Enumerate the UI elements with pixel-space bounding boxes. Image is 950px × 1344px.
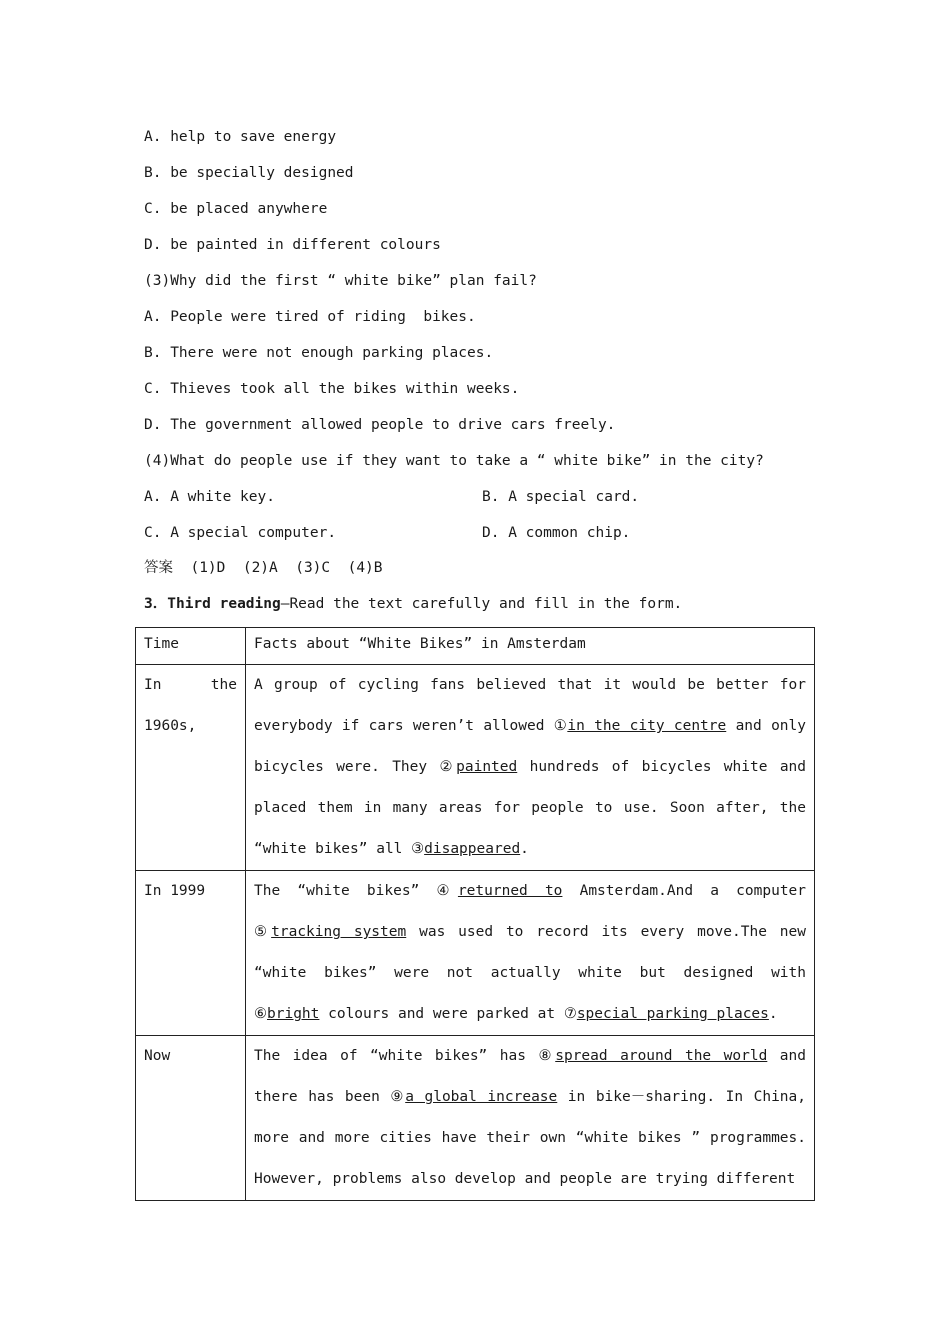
q3-option-a: A. People were tired of riding bikes. [144, 309, 476, 325]
answer-1: in the city centre [567, 718, 727, 734]
row1-text-4: . [520, 841, 529, 857]
q2-option-c: C. be placed anywhere [144, 201, 328, 217]
row3-facts [246, 1036, 815, 1201]
row3-time: Now [136, 1036, 246, 1201]
form-row-1960s [136, 665, 815, 871]
form-header-row [136, 628, 815, 665]
q3-option-c: C. Thieves took all the bikes within weeks. [144, 381, 520, 397]
row2-text-4: colours and were parked at ⑦ [319, 1006, 577, 1022]
row1-text-3: hundreds of bicycles white and placed them in many areas for people to use. Soon after, the “white bikes” all ③ [254, 759, 807, 857]
third-reading-heading [144, 594, 682, 614]
q2-option-b: B. be specially designed [144, 165, 354, 181]
row1-facts [246, 665, 815, 871]
q3-stem: (3)Why did the first “ white bike” plan fail? [144, 273, 537, 289]
answer-4: returned to [457, 883, 563, 899]
answer-key: 答案 (1)D (2)A (3)C (4)B [144, 560, 383, 576]
header-time: Time [136, 628, 246, 665]
row1-text-1: A group of cycling fans believed that it would be better for everybody if cars weren’t allowed ① [254, 677, 806, 734]
answer-5: tracking system [271, 924, 407, 940]
row2-text-1: The “white bikes” ④ [254, 883, 458, 899]
row1-text-2: and only bicycles were. They ② [254, 718, 806, 775]
row3-text-3: in bike－sharing. In China, more and more cities have their own “white bikes ” programmes. However, problems also develop and people are trying different [254, 1089, 807, 1187]
answer-8: spread around the world [555, 1048, 768, 1064]
third-reading-title: 3．Third reading [144, 596, 281, 612]
q2-option-d: D. be painted in different colours [144, 237, 441, 253]
row3-text-2: and there has been ⑨ [254, 1048, 806, 1105]
row2-time: In 1999 [136, 871, 246, 1036]
q4-option-a: A. A white key. [144, 489, 275, 505]
q4-option-c: C. A special computer. [144, 525, 337, 541]
answer-7: special parking places [576, 1006, 769, 1022]
form-row-now [136, 1036, 815, 1201]
form-row-1999 [136, 871, 815, 1036]
third-reading-instruction: —Read the text carefully and fill in the form. [280, 596, 683, 612]
q4-option-b: B. A special card. [482, 489, 640, 505]
answer-6: bright [267, 1006, 320, 1022]
row1-time: In the 1960s, [136, 665, 246, 871]
q2-option-a: A. help to save energy [144, 129, 337, 145]
q4-stem: (4)What do people use if they want to take a “ white bike” in the city? [144, 453, 764, 469]
q3-option-d: D. The government allowed people to drive cars freely. [144, 417, 616, 433]
row2-text-5: . [768, 1006, 778, 1022]
facts-form-table [135, 627, 815, 1201]
row2-text-2: Amsterdam.And a computer ⑤ [254, 883, 807, 940]
row2-facts [246, 871, 815, 1036]
header-facts: Facts about “White Bikes” in Amsterdam [246, 628, 815, 665]
row3-text-1: The idea of “white bikes” has ⑧ [254, 1048, 556, 1064]
row2-text-3: was used to record its every move.The new “white bikes” were not actually white but designed with ⑥ [254, 924, 806, 1022]
q4-option-d: D. A common chip. [482, 525, 631, 541]
answer-2: painted [456, 759, 518, 775]
answer-3: disappeared [424, 841, 521, 857]
q3-option-b: B. There were not enough parking places. [144, 345, 494, 361]
answer-9: a global increase [405, 1089, 558, 1105]
